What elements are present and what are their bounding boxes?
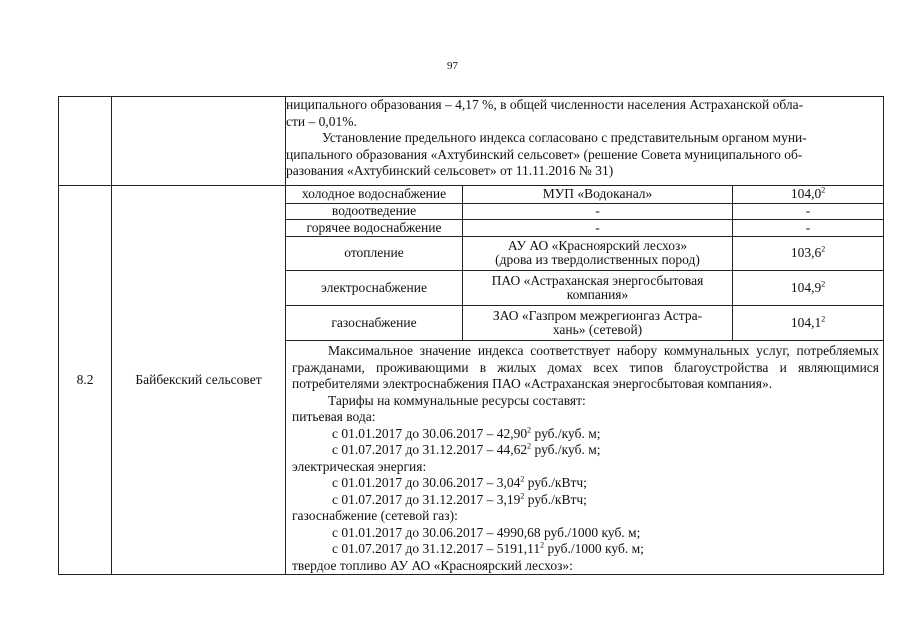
text-line: ципального образования «Ахтубинский сельсовет» (решение Совета муниципального об- — [286, 146, 803, 162]
service-row — [286, 219, 883, 236]
service-index: 104,1$^2$ — [733, 305, 884, 340]
municipality-row — [59, 186, 884, 575]
solid-fuel-heading: твердое топливо АУ АО «Красноярский лесхоз»: — [292, 557, 573, 573]
service-provider: АУ АО «Красноярский лесхоз» (дрова из твердолиственных пород) — [463, 236, 733, 270]
services-table — [286, 186, 883, 340]
page-number: 97 — [447, 60, 458, 72]
service-provider: ПАО «Астраханская энергосбытовая компания» — [463, 270, 733, 305]
max-index-paragraph: Максимальное значение индекса соответствует набору коммунальных услуг, потребляемых гражданами, проживающими в жилых домах всех типов благоустройства и являющимися потребителями электроснабжения ПАО «Астраханская энергосбытовая компания». — [292, 343, 879, 391]
tariff-line: с 01.01.2017 до 30.06.2017 – 42,90$^2$ руб./куб. м; — [332, 425, 601, 441]
text-line: сти – 0,01%. — [286, 113, 357, 129]
tariff-line: с 01.07.2017 до 31.12.2017 – 3,19$^2$ руб./кВтч; — [332, 491, 587, 507]
service-name: отопление — [286, 236, 463, 270]
document-table — [58, 96, 884, 575]
service-index: 104,9$^2$ — [733, 270, 884, 305]
service-row — [286, 203, 883, 219]
water-heading: питьевая вода: — [292, 409, 376, 424]
service-name: электроснабжение — [286, 270, 463, 305]
gas-heading: газоснабжение (сетевой газ): — [292, 508, 458, 523]
service-row — [286, 305, 883, 340]
electric-heading: электрическая энергия: — [292, 458, 427, 474]
details-cell — [286, 186, 884, 575]
continuation-row — [59, 97, 884, 186]
continuation-text-cell — [286, 97, 884, 186]
municipality-name: Байбекский сельсовет — [112, 186, 286, 575]
service-row — [286, 236, 883, 270]
service-provider: - — [463, 203, 733, 219]
service-index: 104,0$^2$ — [733, 186, 884, 203]
tariffs-intro: Тарифы на коммунальные ресурсы составят: — [328, 392, 586, 408]
tariff-line: с 01.01.2017 до 30.06.2017 – 4990,68 руб./1000 куб. м; — [332, 524, 641, 540]
tariff-line: с 01.01.2017 до 30.06.2017 – 3,04$^2$ руб./кВтч; — [332, 474, 587, 490]
service-name: холодное водоснабжение — [286, 186, 463, 203]
text-line: Установление предельного индекса согласовано с представительным органом муни- — [322, 130, 807, 145]
service-provider: МУП «Водоканал» — [463, 186, 733, 203]
service-index: 103,6$^2$ — [733, 236, 884, 270]
empty-number-cell — [59, 97, 112, 186]
text-line: ниципального образования – 4,17 %, в общей численности населения Астраханской обла- — [286, 97, 804, 112]
service-provider: ЗАО «Газпром межрегионгаз Астра- хань» (сетевой) — [463, 305, 733, 340]
tariff-line: с 01.07.2017 до 31.12.2017 – 44,62$^2$ руб./куб. м; — [332, 441, 601, 457]
service-index: - — [733, 219, 884, 236]
service-name: газоснабжение — [286, 305, 463, 340]
service-name: горячее водоснабжение — [286, 219, 463, 236]
service-row — [286, 270, 883, 305]
tariff-line: с 01.07.2017 до 31.12.2017 – 5191,11$^2$ руб./1000 куб. м; — [332, 540, 644, 556]
service-row — [286, 186, 883, 203]
service-name: водоотведение — [286, 203, 463, 219]
empty-name-cell — [112, 97, 286, 186]
text-line: разования «Ахтубинский сельсовет» от 11.11.2016 № 31) — [286, 163, 614, 178]
service-index: - — [733, 203, 884, 219]
service-provider: - — [463, 219, 733, 236]
row-number: 8.2 — [59, 186, 112, 575]
tariff-description — [286, 340, 883, 574]
